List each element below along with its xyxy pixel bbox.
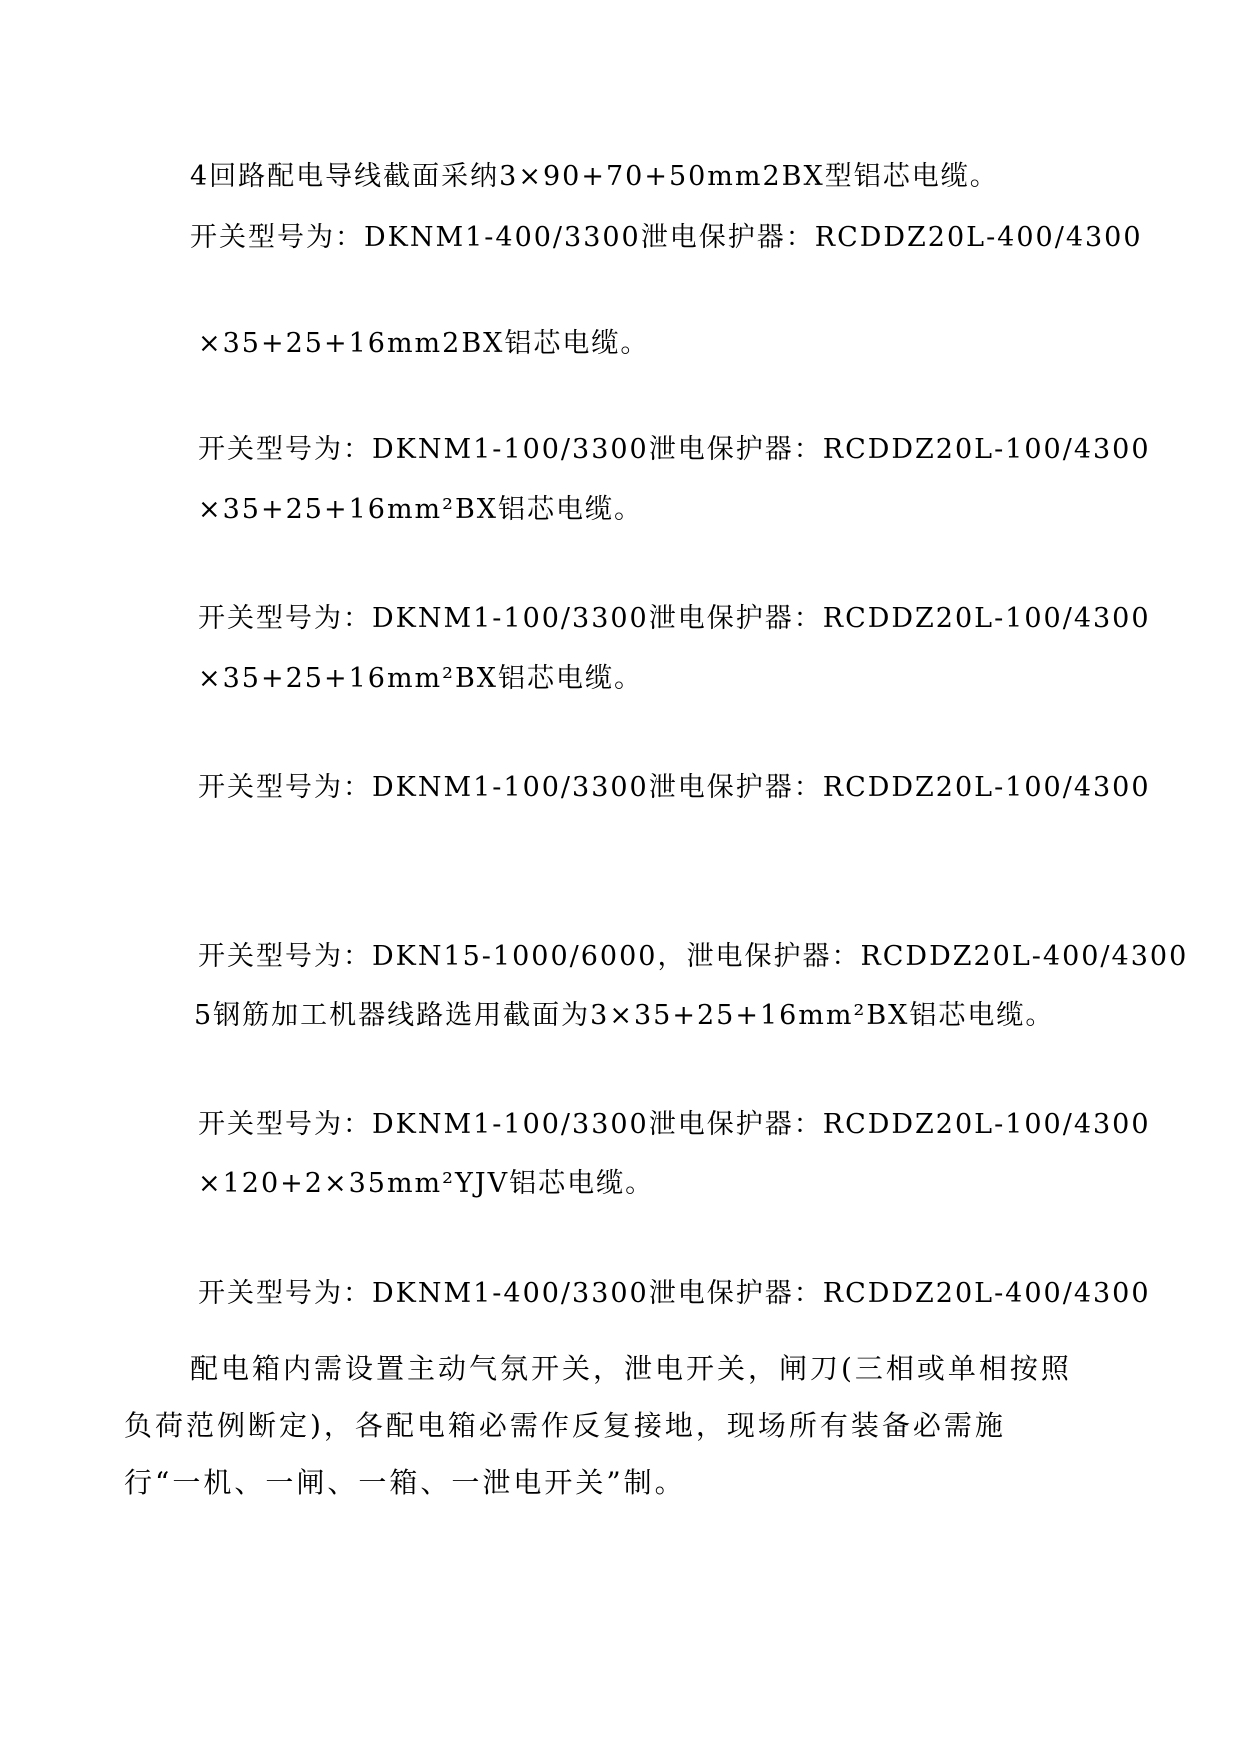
paragraph-text: 配电箱内需设置主动气氛开关，泄电开关，闸刀(三相或单相按照负荷范例断定)，各配电箱必需作反复接地，现场所有装备必需施行“一机、一闸、一箱、一泄电开关”制。 bbox=[124, 1352, 1072, 1499]
text-line: 开关型号为：DKNM1-100/3300泄电保护器：RCDDZ20L-100/4300 bbox=[198, 434, 1151, 465]
text-line: 开关型号为：DKNM1-400/3300泄电保护器：RCDDZ20L-400/4300 bbox=[190, 222, 1143, 253]
text-line: ×120+2×35mm²YJV铝芯电缆。 bbox=[198, 1168, 655, 1199]
text-line: ×35+25+16mm²BX铝芯电缆。 bbox=[198, 494, 644, 525]
text-line: 开关型号为：DKNM1-400/3300泄电保护器：RCDDZ20L-400/4300 bbox=[198, 1278, 1151, 1309]
text-line: 开关型号为：DKN15-1000/6000，泄电保护器：RCDDZ20L-400/4300 bbox=[198, 941, 1189, 972]
text-line: ×35+25+16mm²BX铝芯电缆。 bbox=[198, 663, 644, 694]
text-line: 开关型号为：DKNM1-100/3300泄电保护器：RCDDZ20L-100/4300 bbox=[198, 1109, 1151, 1140]
text-line: ×35+25+16mm2BX铝芯电缆。 bbox=[198, 328, 650, 359]
text-line: 开关型号为：DKNM1-100/3300泄电保护器：RCDDZ20L-100/4300 bbox=[198, 603, 1151, 634]
text-line: 开关型号为：DKNM1-100/3300泄电保护器：RCDDZ20L-100/4300 bbox=[198, 772, 1151, 803]
text-line: 4回路配电导线截面采纳3×90+70+50mm2BX型铝芯电缆。 bbox=[190, 161, 999, 192]
text-line: 5钢筋加工机器线路选用截面为3×35+25+16mm²BX铝芯电缆。 bbox=[194, 1000, 1055, 1031]
body-paragraph bbox=[124, 1340, 1084, 1511]
